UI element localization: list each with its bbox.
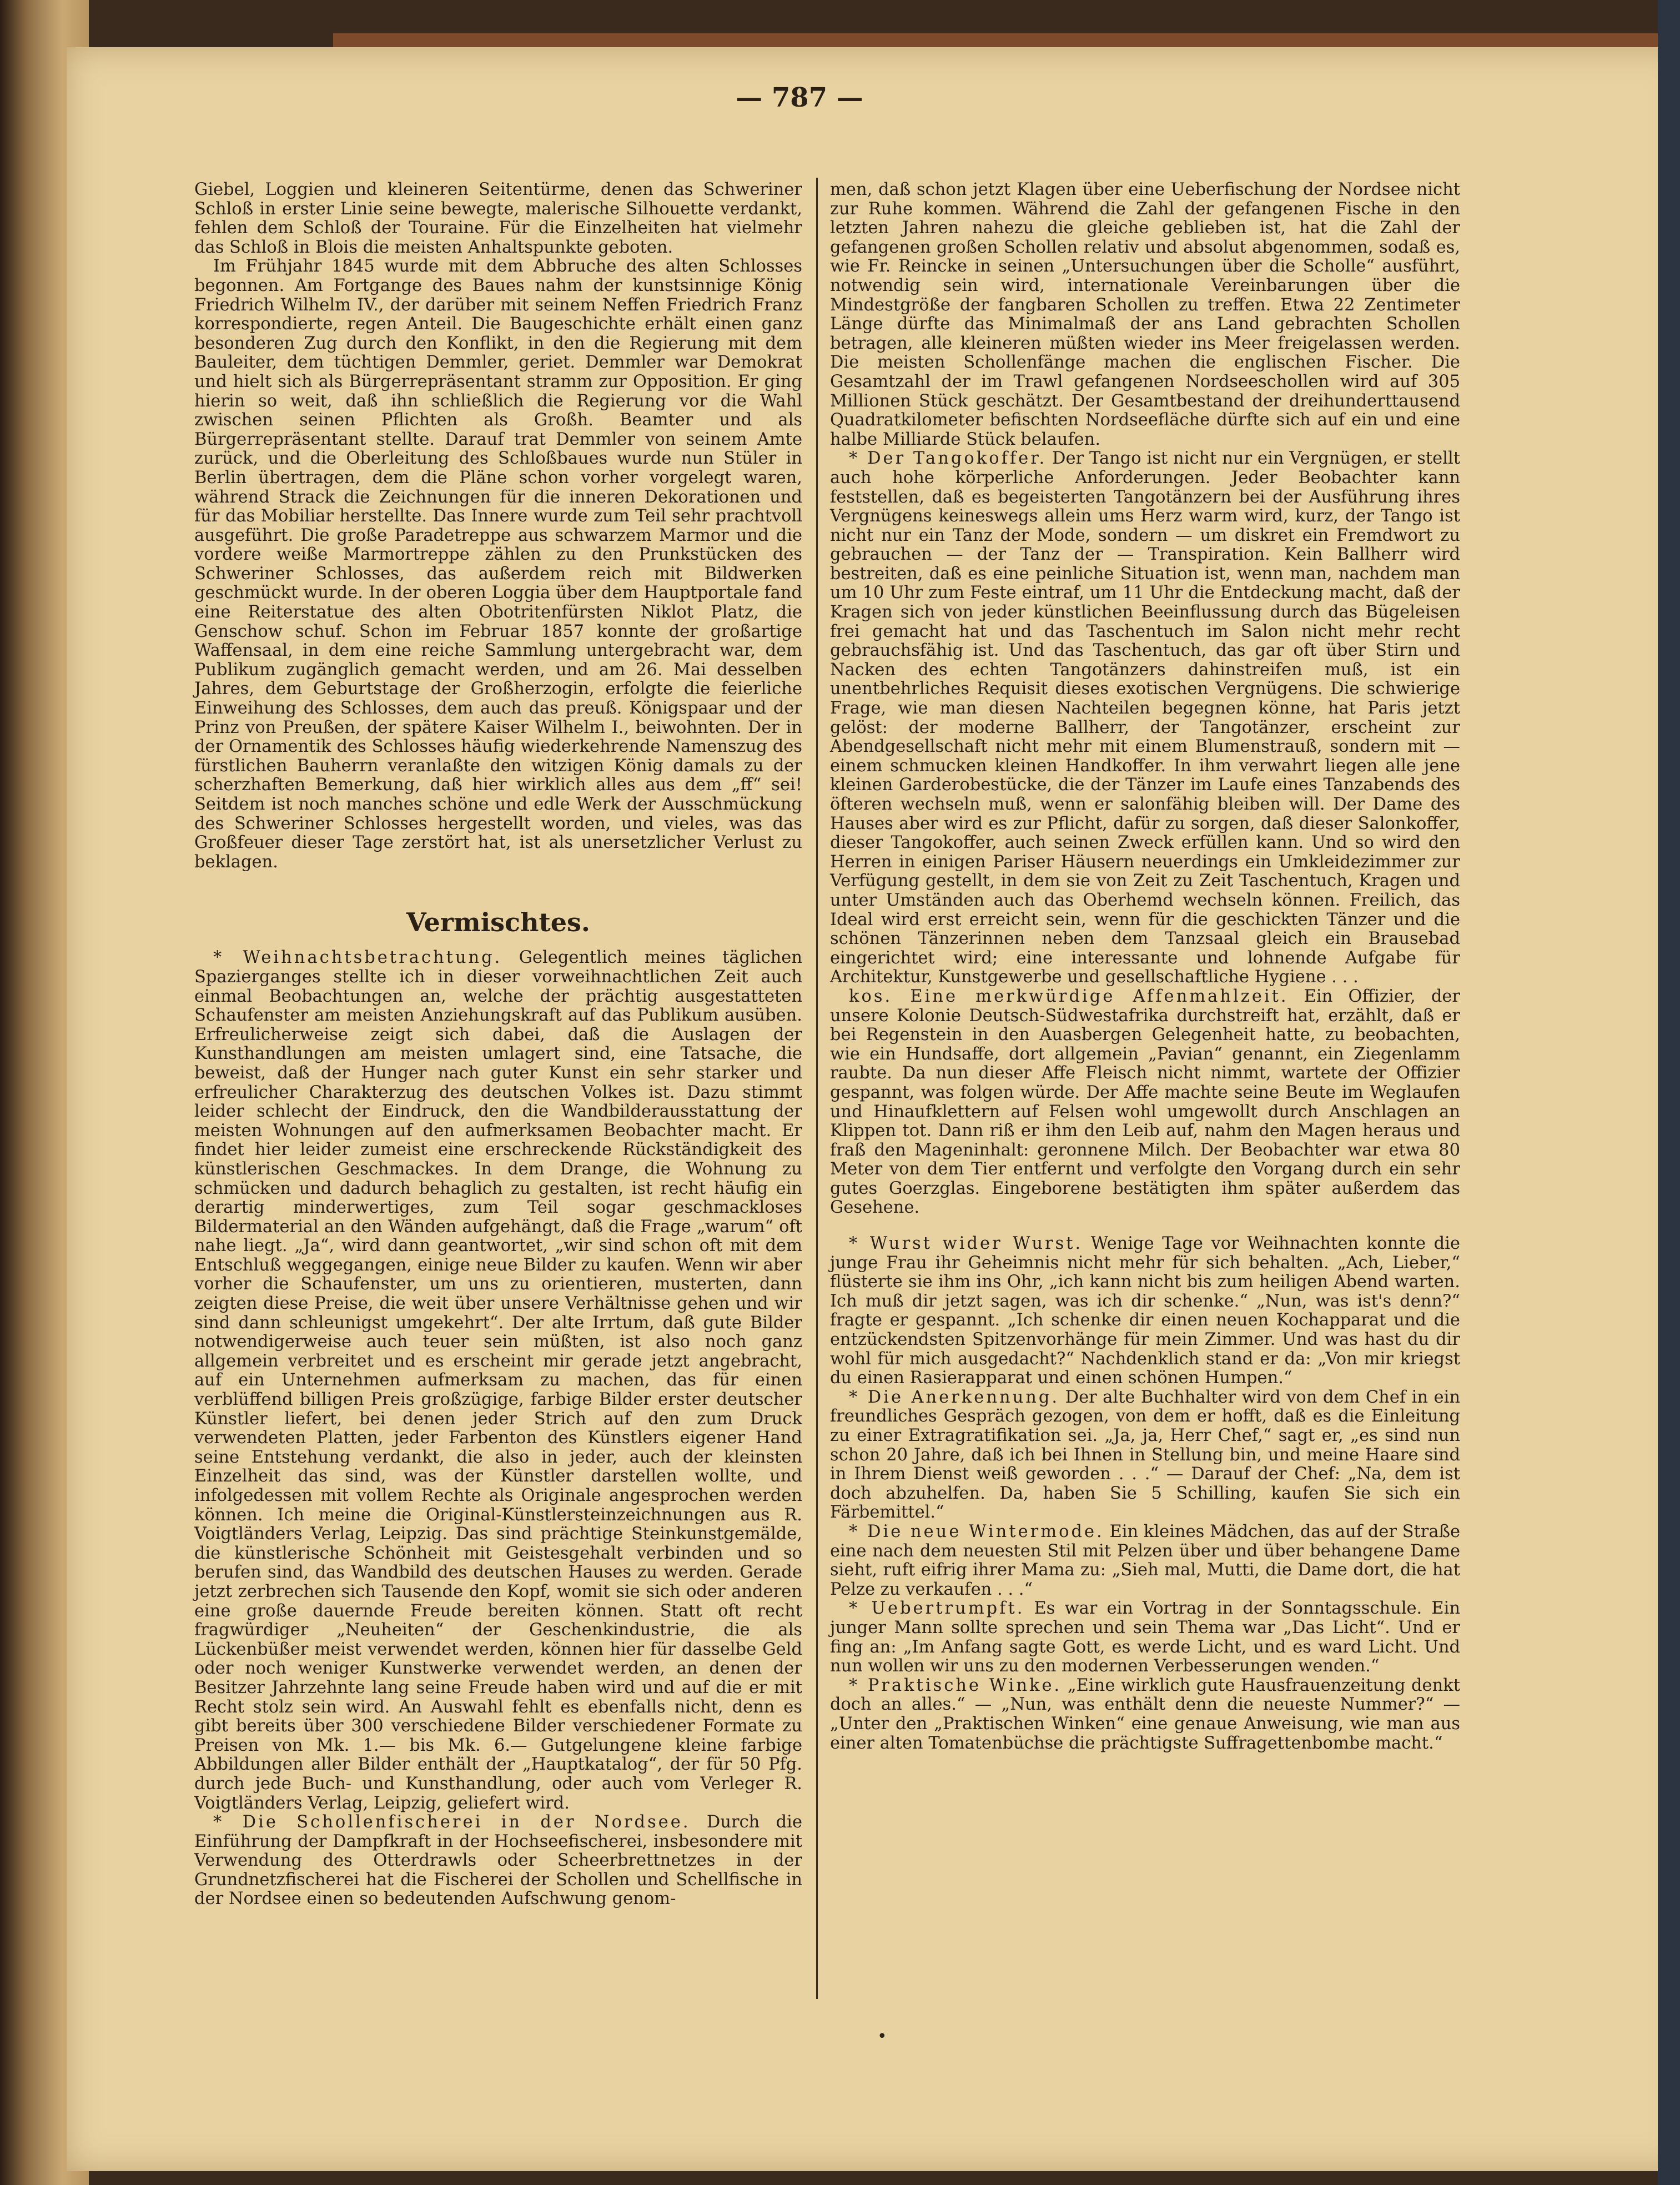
news-item <box>830 987 1460 1218</box>
news-item-title: * Die Schollenfischerei in der Nordsee. <box>213 1812 691 1832</box>
news-item-text: Der alte Buchhalter wird von dem Chef in ein freundliches Gespräch gezogen, von dem er hofft, daß es die Einleitung zu einer Extragratifikation sei. „Ja, ja, Herr Chef,“ sagt er, „es sind nun schon 20 Jahre, daß ich bei Ihnen in Stellung bin, und meine Haare sind in Ihrem Dienst weiß geworden . . .“ — Darauf der Chef: „Na, dem ist doch abzuhelfen. Da, haben Sie 5 Schilling, kaufen Sie sich ein Färbemittel.“ <box>830 1387 1460 1523</box>
news-item-text: Wenige Tage vor Weihnachten konnte die junge Frau ihr Geheimnis nicht mehr für sich behalten. „Ach, Lieber,“ flüsterte sie ihm ins Ohr, „ich kann nicht bis zum heiligen Abend warten. Ich muß dir jetzt sagen, was ich dir schenke.“ „Nun, was ist's denn?“ fragte er gespannt. „Ich schenke dir einen neuen Kochapparat und die entzückendsten Spitzenvorhänge für mein Zimmer. Und was hast du dir wohl für mich ausgedacht?“ Nachdenklich stand er da: „Von mir kriegst du einen Rasierapparat und einen schönen Humpen.“ <box>830 1234 1460 1388</box>
article-continuation: men, daß schon jetzt Klagen über eine Ueberfischung der Nordsee nicht zur Ruhe kommen. Während die Zahl der gefangenen Fische in den letzten Jahren nahezu die gleiche geblieben ist, hat die Zahl der gefangenen großen Schollen relativ und absolut abgenommen, sodaß es, wie Fr. Reincke in seinen „Untersuchungen über die Scholle“ ausführt, notwendig sein wird, internationale Vereinbarungen über die Mindestgröße der fangbaren Schollen zu treffen. Etwa 22 Zentimeter Länge dürfte das Minimalmaß der ans Land gebrachten Schollen betragen, alle kleineren müßten wieder ins Meer freigelassen werden. Die meisten Schollenfänge machen die englischen Fischer. Die Gesamtzahl der im Trawl gefangenen Nordseeschollen wird auf 305 Millionen Stück geschätzt. Der Gesamtbestand der dreihunderttausend Quadratkilometer befischten Nordseefläche dürfte sich auf ein und eine halbe Milliarde Stück belaufen. <box>830 180 1460 449</box>
right-column <box>830 180 1460 1753</box>
news-item-text: „Eine wirklich gute Hausfrauenzeitung denkt doch an alles.“ — „Nun, was enthält denn die neueste Nummer?“ — „Unter den „Praktischen Winken“ eine genaue Anweisung, wie man aus einer alten Tomatenbüchse die prächtigste Suffragettenbombe macht.“ <box>830 1675 1460 1753</box>
news-item-title: * Wurst wider Wurst. <box>849 1234 1083 1254</box>
news-item-title: * Praktische Winke. <box>849 1675 1062 1695</box>
news-item-text: Gelegentlich meines täglichen Spazierganges stellte ich in dieser vorweihnachtlichen Zeit auch einmal Beobachtungen an, welche der prächtig ausgestatteten Schaufenster am meisten Anziehungskraft auf das Publikum ausüben. Erfreulicherweise zeigt sich dabei, daß die Auslagen der Kunsthandlungen am meisten umlagert sind, eine Tatsache, die beweist, daß der Hunger nach guter Kunst ein sehr starker und erfreulicher Charakterzug des deutschen Volkes ist. Dazu stimmt leider schlecht der Eindruck, den die Wandbilderausstattung der meisten Wohnungen auf den aufmerksamen Beobachter macht. Er findet hier leider zumeist eine erschreckende Rückständigkeit des künstlerischen Geschmackes. In dem Drange, die Wohnung zu schmücken und dadurch behaglich zu gestalten, ist recht häufig ein derartig minderwertiges, zum Teil sogar geschmackloses Bildermaterial an den Wänden aufgehängt, daß die Frage „warum“ oft nahe liegt. „Ja“, wird dann geantwortet, „wir sind schon oft mit dem Entschluß weggegangen, einige neue Bilder zu kaufen. Wenn wir aber vorher die Schaufenster, um uns zu orientieren, musterten, dann zeigten diese Preise, die weit über unsere Verhältnisse gehen und wir sind dann schleunigst umgekehrt“. Der alte Irrtum, daß gute Bilder notwendigerweise auch teuer sein müßten, ist also noch ganz allgemein verbreitet und es erscheint mir gerade jetzt angebracht, auf ein Unternehmen aufmerksam zu machen, das für einen verblüffend billigen Preis großzügige, farbige Bilder erster deutscher Künstler liefert, bei denen jeder Strich auf den zum Druck verwendeten Platten, jeder Farbenton des Künstlers eigener Hand seine Entstehung verdankt, die also in jeder, auch der kleinsten Einzelheit das sind, was der Künstler darstellen wollte, und infolgedessen mit vollem Rechte als Originale angesprochen werden können. Ich meine die Original-Künstlersteinzeichnungen aus R. Voigtländers Verlag, Leipzig. Das sind prächtige Steinkunstgemälde, die künstlerische Schönheit mit Geistesgehalt verbinden und so berufen sind, das Wandbild des deutschen Hauses zu werden. Gerade jetzt zerbrechen sich Tausende den Kopf, womit sie sich oder anderen eine große dauernde Freude bereiten können. Statt oft recht fragwürdiger „Neuheiten“ der Geschenkindustrie, die als Lückenbüßer meist verwendet werden, können hier für dasselbe Geld oder noch weniger Kunstwerke verwendet werden, an denen der Besitzer Jahrzehnte lang seine Freude haben wird und auf die er mit Recht stolz sein wird. An Auswahl fehlt es ebenfalls nicht, denn es gibt bereits über 300 verschiedene Bilder verschiedener Formate zu Preisen von Mk. 1.— bis Mk. 6.— Gutgelungene kleine farbige Abbildungen aller Bilder enthält der „Hauptkatalog“, der für 50 Pfg. durch jede Buch- und Kunsthandlung, oder auch vom Verleger R. Voigtländers Verlag, Leipzig, geliefert wird. <box>194 948 802 1813</box>
left-column <box>194 180 802 1909</box>
news-item-title: * Uebertrumpft. <box>849 1599 1025 1619</box>
news-item-text: Ein kleines Mädchen, das auf der Straße eine nach dem neuesten Stil mit Pelzen über und über behangene Dame sieht, ruft eifrig ihrer Mama zu: „Sieh mal, Mutti, die Dame dort, die hat Pelze zu verkaufen . . .“ <box>830 1521 1460 1599</box>
column-divider <box>816 178 818 1999</box>
page-number: — 787 — <box>736 82 863 113</box>
news-item-text: Es war ein Vortrag in der Sonntagsschule. Ein junger Mann sollte sprechen und sein Thema war „Das Licht“. Und er fing an: „Im Anfang sagte Gott, es werde Licht, und es ward Licht. Und nun wollen wir uns zu den modernen Verbesserungen wenden.“ <box>830 1599 1460 1676</box>
news-item-title: * Weihnachtsbetrachtung. <box>213 948 502 968</box>
news-item <box>830 1388 1460 1523</box>
news-item-text: Durch die Einführung der Dampfkraft in der Hochseefischerei, insbesondere mit Verwendung des Otterdrawls oder Scheerbrettnetzes in der Grundnetzfischerei hat die Fischerei der Schollen und Schellfische in der Nordsee einen so bedeutenden Aufschwung genom- <box>194 1812 802 1909</box>
news-item-text: Ein Offizier, der unsere Kolonie Deutsch-Südwestafrika durchstreift hat, erzählt, daß er bei Regenstein in den Auasbergen Gelegenheit hatte, zu beobachten, wie ein Hundsaffe, dort allgemein „Pavian“ genannt, ein Ziegenlamm raubte. Da nun dieser Affe Fleisch nicht nimmt, wartete der Offizier gespannt, was folgen würde. Der Affe machte seine Beute im Weglaufen und Hinaufklettern auf Felsen wohl umgewollt durch Anschlagen an Klippen tot. Dann riß er ihm den Leib auf, nahm den Magen heraus und fraß den Mageninhalt: geronnene Milch. Der Beobachter war etwa 80 Meter von dem Tier entfernt und verfolgte den Vorgang durch ein sehr gutes Goerzglas. Eingeborene bestätigten ihm später außerdem das Gesehene. <box>830 986 1460 1218</box>
news-item-text: Der Tango ist nicht nur ein Vergnügen, er stellt auch hohe körperliche Anforderungen. Jeder Beobachter kann feststellen, daß es begeisterten Tangotänzern bei der Ausführung ihres Vergnügens keineswegs allein ums Herz warm wird, kurz, der Tango ist nicht nur ein Tanz der Mode, sondern — um diskret ein Fremdwort zu gebrauchen — der Tanz der — Transpiration. Kein Ballherr wird bestreiten, daß es eine peinliche Situation ist, wenn man, nachdem man um 10 Uhr zum Feste eintraf, um 11 Uhr die Entdeckung macht, daß der Kragen sich von jeder künstlichen Beeinflussung durch das Bügeleisen frei gemacht hat und das Taschentuch im Salon nicht mehr recht gebrauchsfähig ist. Und das Taschentuch, das gar oft über Stirn und Nacken des echten Tangotänzers dahinstreifen muß, ist ein unentbehrliches Requisit dieses exotischen Vergnügens. Die schwierige Frage, wie man diesen Nachteilen begegnen könne, hat Paris jetzt gelöst: der moderne Ballherr, der Tangotänzer, erscheint zur Abendgesellschaft nicht mehr mit einem Blumenstrauß, sondern mit — einem schmucken kleinen Handkoffer. In ihm verwahrt liegen alle jene kleinen Garderobestücke, die der Tänzer im Laufe eines Tanzabends des öfteren wechseln muß, wenn er salonfähig bleiben will. Der Dame des Hauses aber wird es zur Pflicht, dafür zu sorgen, daß dieser Salonkoffer, dieser Tangokoffer, auch seinen Zweck erfüllen kann. Und so wird den Herren in einigen Pariser Häusern neuerdings ein Umkleidezimmer zur Verfügung gestellt, in dem sie von Zeit zu Zeit Taschentuch, Kragen und unter Umständen auch das Oberhemd wechseln können. Freilich, das Ideal wird erst erreicht sein, wenn für die geschickten Tänzer und die schönen Tänzerinnen neben dem Tanzsaal gleich ein Brausebad eingerichtet wird; eine interessante und lohnende Aufgabe für Architektur, Kunstgewerbe und gesellschaftliche Hygiene . . . <box>830 449 1460 987</box>
news-item <box>830 1523 1460 1599</box>
item-spacer <box>830 1218 1460 1234</box>
cover-right-edge <box>1658 0 1680 2185</box>
news-item <box>830 1599 1460 1676</box>
news-item-title: kos. Eine merkwürdige Affenmahlzeit. <box>849 986 1289 1006</box>
news-item-title: * Die Anerkennung. <box>849 1387 1060 1407</box>
news-item <box>194 948 802 1813</box>
news-item <box>830 1676 1460 1753</box>
news-item <box>830 449 1460 987</box>
article-paragraph: Giebel, Loggien und kleineren Seitentürme, denen das Schweriner Schloß in erster Linie seine bewegte, malerische Silhouette verdankt, fehlen dem Schloß der Touraine. Für die Einzelheiten hat vielmehr das Schloß in Blois die meisten Anhaltspunkte geboten. <box>194 180 802 257</box>
news-item <box>194 1813 802 1909</box>
news-item-title: * Die neue Wintermode. <box>849 1521 1104 1541</box>
article-paragraph: Im Frühjahr 1845 wurde mit dem Abbruche des alten Schlosses begonnen. Am Fortgange des Baues nahm der kunstsinnige König Friedrich Wilhelm IV., der darüber mit seinem Neffen Friedrich Franz korrespondierte, regen Anteil. Die Baugeschichte erhält einen ganz besonderen Zug durch den Konflikt, in den die Regierung mit dem Bauleiter, dem tüchtigen Demmler, geriet. Demmler war Demokrat und hielt sich als Bürgerrepräsentant stramm zur Opposition. Er ging hierin so weit, daß ihn schließlich die Regierung vor die Wahl zwischen seinen Pflichten als Großh. Beamter und als Bürgerrepräsentant stellte. Darauf trat Demmler von seinem Amte zurück, und die Oberleitung des Schloßbaues wurde nun Stüler in Berlin übertragen, dem die Pläne schon vorher vorgelegt waren, während Strack die Zeichnungen für die inneren Dekorationen und für das Mobiliar herstellte. Das Innere wurde zum Teil sehr prachtvoll ausgeführt. Die große Paradetreppe aus schwarzem Marmor und die vordere weiße Marmortreppe zählen zu den Prunkstücken des Schweriner Schlosses, das außerdem reich mit Bildwerken geschmückt wurde. In der oberen Loggia über dem Hauptportale fand eine Reiterstatue des alten Obotritenfürsten Niklot Platz, die Genschow schuf. Schon im Februar 1857 konnte der großartige Waffensaal, in dem eine reiche Sammlung untergebracht war, dem Publikum zugänglich gemacht werden, und am 26. Mai desselben Jahres, dem Geburtstage der Großherzogin, erfolgte die feierliche Einweihung des Schlosses, dem auch das preuß. Königspaar und der Prinz von Preußen, der spätere Kaiser Wilhelm I., beiwohnten. Der in der Ornamentik des Schlosses häufig wiederkehrende Namenszug des fürstlichen Bauherrn veranlaßte den witzigen König damals zu der scherzhaften Bemerkung, daß hier wirklich alles aus dem „ff“ sei! Seitdem ist noch manches schöne und edle Werk der Ausschmückung des Schweriner Schlosses hergestellt worden, und vieles, was das Großfeuer dieser Tage zerstört hat, ist als unersetzlicher Verlust zu beklagen. <box>194 257 802 872</box>
section-heading: Vermischtes. <box>406 907 590 938</box>
news-item <box>830 1234 1460 1388</box>
ink-dot: • <box>877 2027 887 2046</box>
news-item-title: * Der Tangokoffer. <box>849 449 1047 469</box>
